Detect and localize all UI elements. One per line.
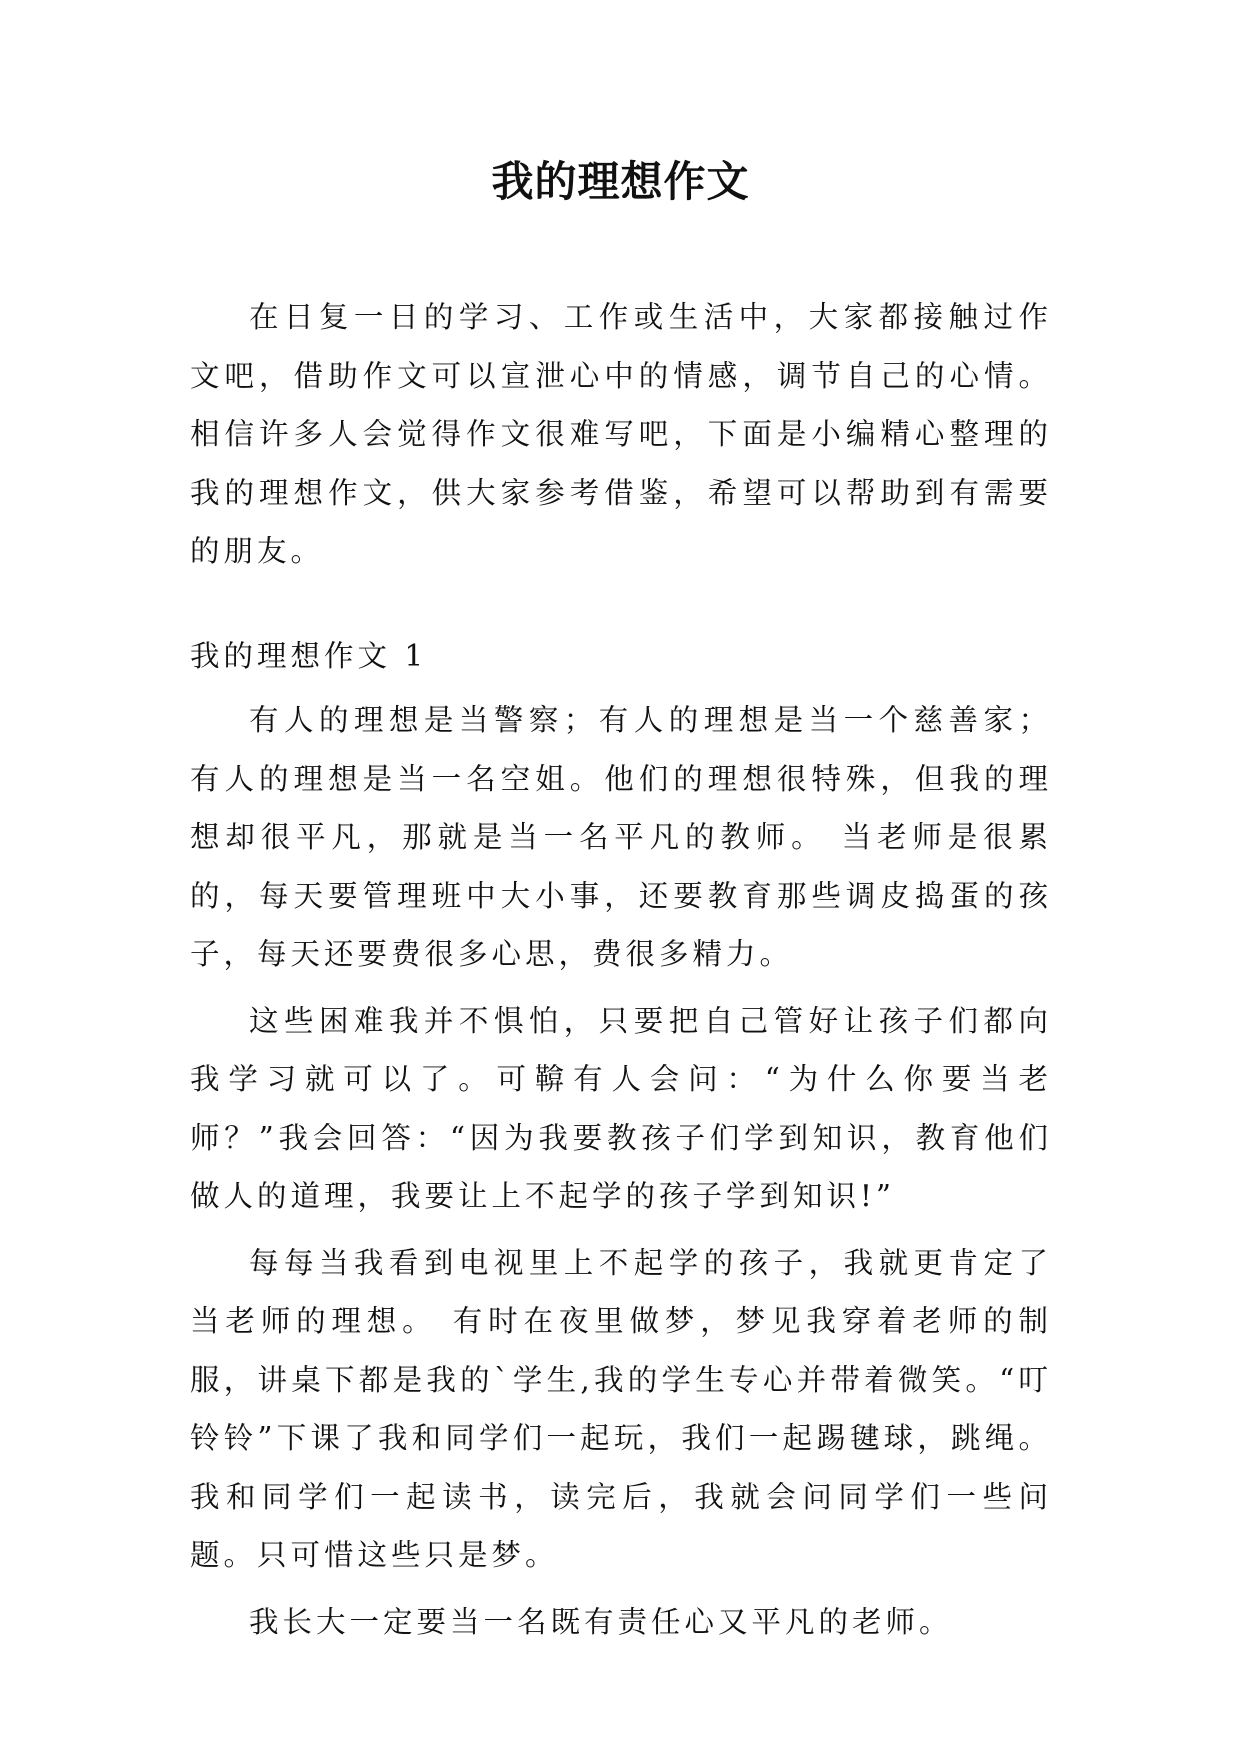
document-body (190, 288, 1052, 1659)
body-paragraph-1: 有人的理想是当警察；有人的理想是当一个慈善家；有人的理想是当一名空姐。他们的理想很特殊，但我的理想却很平凡，那就是当一名平凡的教师。 当老师是很累的，每天要管理班中大小事，还要教育那些调皮捣蛋的孩子，每天还要费很多心思，费很多精力。 (190, 703, 1052, 971)
page-title: 我的理想作文 (491, 157, 750, 206)
intro-paragraph: 在日复一日的学习、工作或生活中，大家都接触过作文吧，借助作文可以宣泄心中的情感，调节自己的心情。相信许多人会觉得作文很难写吧，下面是小编精心整理的我的理想作文，供大家参考借鉴，希望可以帮助到有需要的朋友。 (190, 300, 1052, 568)
body-paragraph-3: 每每当我看到电视里上不起学的孩子，我就更肯定了当老师的理想。 有时在夜里做梦，梦见我穿着老师的制服，讲桌下都是我的`学生,我的学生专心并带着微笑。“叮铃铃”下课了我和同学们一起玩，我们一起踢毽球，跳绳。我和同学们一起读书，读完后，我就会问同学们一些问题。只可惜这些只是梦。 (190, 1245, 1052, 1572)
body-paragraph-2: 这些困难我并不惧怕，只要把自己管好让孩子们都向我学习就可以了。可鞥有人会问：“为什么你要当老师？”我会回答：“因为我要教孩子们学到知识，教育他们做人的道理，我要让上不起学的孩子学到知识!” (190, 1003, 1052, 1213)
section-heading: 我的理想作文 1 (190, 638, 428, 673)
body-paragraph-4: 我长大一定要当一名既有责任心又平凡的老师。 (249, 1604, 953, 1639)
